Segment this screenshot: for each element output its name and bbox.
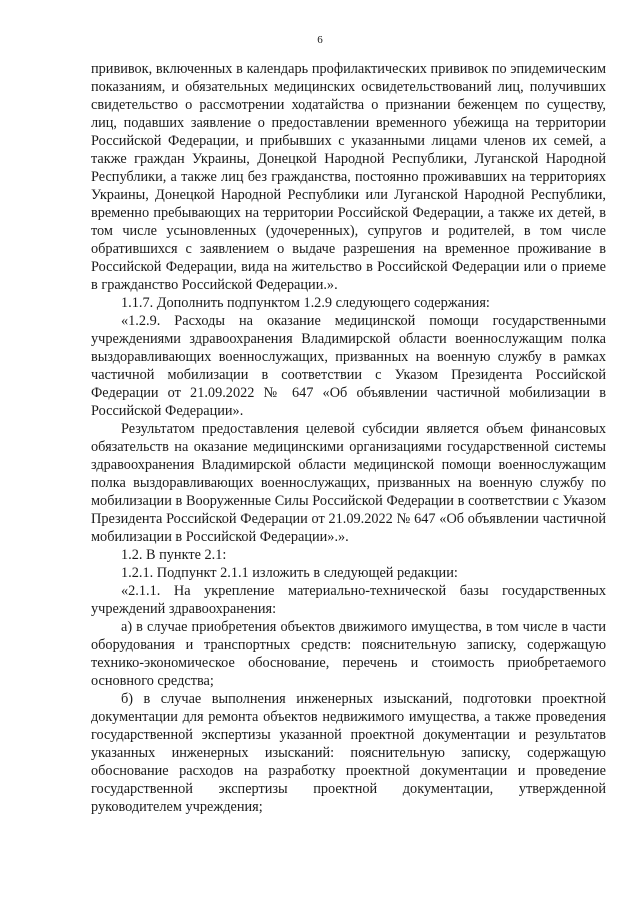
paragraph: «2.1.1. На укрепление материально-технической базы государственных учреждений здравоохранения: (91, 583, 606, 617)
paragraph: б) в случае выполнения инженерных изысканий, подготовки проектной документации для ремонта объектов недвижимого имущества, а также проведения государственной экспертизы указанной проектной документации и результатов указанных инженерных изысканий: пояснительную записку, содержащую обоснование расходов на разработку проектной документации и проведение государственной экспертизы проектной документации, утвержденной руководителем учреждения; (91, 691, 606, 815)
paragraph: Результатом предоставления целевой субсидии является объем финансовых обязательств на оказание медицинскими организациями государственной системы здравоохранения Владимирской области медицинской помощи военнослужащим полка выздоравливающих военнослужащих, призванных на военную службу по мобилизации в Вооруженные Силы Российской Федерации в соответствии с Указом Президента Российской Федерации от 21.09.2022 № 647 «Об объявлении частичной мобилизации в Российской Федерации».». (91, 421, 606, 545)
document-body (91, 60, 606, 816)
paragraph: 1.1.7. Дополнить подпунктом 1.2.9 следующего содержания: (121, 295, 490, 311)
page-number: 6 (317, 34, 323, 46)
paragraph: 1.2.1. Подпункт 2.1.1 изложить в следующей редакции: (121, 565, 458, 581)
paragraph: «1.2.9. Расходы на оказание медицинской помощи государственными учреждениями здравоохранения Владимирской области военнослужащим полка выздоравливающих военнослужащих, призванных на военную службу в рамках частичной мобилизации в соответствии с Указом Президента Российской Федерации от 21.09.2022 № 647 «Об объявлении частичной мобилизации в Российской Федерации». (91, 313, 606, 419)
paragraph: а) в случае приобретения объектов движимого имущества, в том числе в части оборудования и транспортных средств: пояснительную записку, содержащую технико-экономическое обоснование, перечень и стоимость приобретаемого основного средства; (91, 619, 606, 689)
paragraph: 1.2. В пункте 2.1: (121, 547, 227, 563)
paragraph: прививок, включенных в календарь профилактических прививок по эпидемическим показаниям, и обязательных медицинских освидетельствований лиц, получивших свидетельство о рассмотрении ходатайства о признании беженцем по существу, лиц, подавших заявление о предоставлении временного убежища на территории Российской Федерации, и прибывших с указанными лицами членов их семей, а также граждан Украины, Донецкой Народной Республики, Луганской Народной Республики, а также лиц без гражданства, постоянно проживавших на территориях Украины, Донецкой Народной Республики или Луганской Народной Республики, временно пребывающих на территории Российской Федерации, а также их детей, в том числе усыновленных (удочеренных), супругов и родителей, в том числе обратившихся с заявлением о выдаче разрешения на временное проживание в Российской Федерации, вида на жительство в Российской Федерации или о приеме в гражданство Российской Федерации.». (91, 61, 606, 293)
